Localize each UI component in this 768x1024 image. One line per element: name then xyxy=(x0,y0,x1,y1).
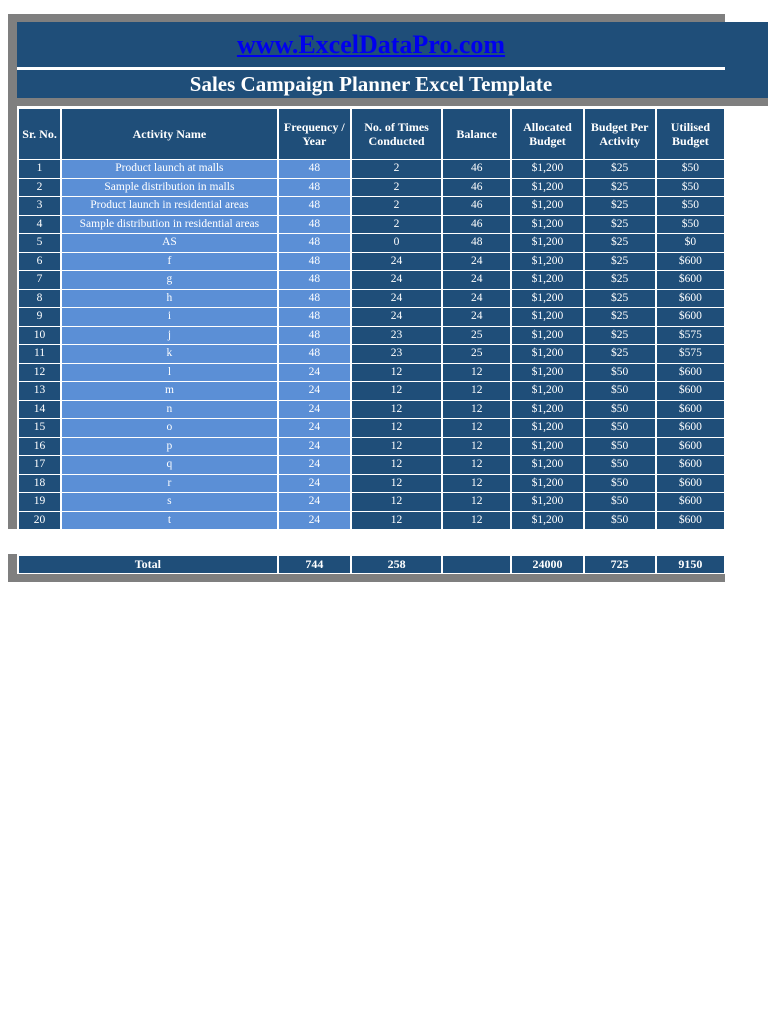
allocated-budget-cell[interactable]: $1,200 xyxy=(512,234,582,252)
frequency-cell[interactable]: 24 xyxy=(279,456,350,474)
table-row xyxy=(19,271,724,289)
activity-name-cell[interactable]: l xyxy=(62,364,277,382)
utilised-budget-cell[interactable]: $50 xyxy=(657,160,724,178)
frequency-cell[interactable]: 24 xyxy=(279,475,350,493)
times-conducted-cell[interactable]: 23 xyxy=(352,327,441,345)
table-header-row xyxy=(19,109,724,159)
activity-name-cell[interactable]: f xyxy=(62,253,277,271)
sr-no-cell[interactable]: 12 xyxy=(19,364,60,382)
activity-name-cell[interactable]: Sample distribution in residential areas xyxy=(62,216,277,234)
utilised-budget-cell[interactable]: $600 xyxy=(657,512,724,530)
table-row xyxy=(19,438,724,456)
sr-no-cell[interactable]: 2 xyxy=(19,179,60,197)
balance-cell[interactable]: 24 xyxy=(443,290,510,308)
utilised-budget-cell[interactable]: $600 xyxy=(657,271,724,289)
balance-cell[interactable]: 25 xyxy=(443,345,510,363)
utilised-budget-cell[interactable]: $600 xyxy=(657,382,724,400)
times-conducted-cell[interactable]: 12 xyxy=(352,456,441,474)
frequency-cell[interactable]: 48 xyxy=(279,197,350,215)
sr-no-cell[interactable]: 19 xyxy=(19,493,60,511)
site-url-link[interactable]: www.ExcelDataPro.com xyxy=(236,30,506,59)
utilised-budget-cell[interactable]: $600 xyxy=(657,475,724,493)
utilised-budget-cell[interactable]: $0 xyxy=(657,234,724,252)
frame-left-border xyxy=(8,14,17,529)
frequency-cell[interactable]: 48 xyxy=(279,216,350,234)
times-conducted-cell[interactable]: 12 xyxy=(352,419,441,437)
sr-no-cell[interactable]: 9 xyxy=(19,308,60,326)
times-conducted-cell[interactable]: 12 xyxy=(352,493,441,511)
allocated-budget-cell[interactable]: $1,200 xyxy=(512,438,582,456)
col-allocated-budget-header: Allocated Budget xyxy=(512,109,582,159)
table-row xyxy=(19,419,724,437)
utilised-budget-cell[interactable]: $50 xyxy=(657,197,724,215)
utilised-budget-cell[interactable]: $50 xyxy=(657,179,724,197)
balance-cell[interactable]: 12 xyxy=(443,438,510,456)
allocated-budget-cell[interactable]: $1,200 xyxy=(512,512,582,530)
balance-cell[interactable]: 12 xyxy=(443,512,510,530)
frequency-cell[interactable]: 48 xyxy=(279,308,350,326)
times-conducted-cell[interactable]: 24 xyxy=(352,253,441,271)
balance-cell[interactable]: 46 xyxy=(443,197,510,215)
budget-per-activity-cell[interactable]: $25 xyxy=(585,216,655,234)
times-conducted-cell[interactable]: 12 xyxy=(352,475,441,493)
sr-no-cell[interactable]: 5 xyxy=(19,234,60,252)
activity-name-cell[interactable]: n xyxy=(62,401,277,419)
table-row xyxy=(19,216,724,234)
total-allocated[interactable]: 24000 xyxy=(512,556,582,573)
total-conducted[interactable]: 258 xyxy=(352,556,441,573)
allocated-budget-cell[interactable]: $1,200 xyxy=(512,401,582,419)
utilised-budget-cell[interactable]: $600 xyxy=(657,308,724,326)
budget-per-activity-cell[interactable]: $50 xyxy=(585,493,655,511)
budget-per-activity-cell[interactable]: $50 xyxy=(585,419,655,437)
header-right-block xyxy=(725,22,768,98)
activity-name-cell[interactable]: j xyxy=(62,327,277,345)
balance-cell[interactable]: 12 xyxy=(443,493,510,511)
budget-per-activity-cell[interactable]: $25 xyxy=(585,345,655,363)
activity-name-cell[interactable]: g xyxy=(62,271,277,289)
frequency-cell[interactable]: 24 xyxy=(279,382,350,400)
activity-name-cell[interactable]: r xyxy=(62,475,277,493)
col-balance-header: Balance xyxy=(443,109,510,159)
total-balance[interactable] xyxy=(443,556,510,573)
activity-name-cell[interactable]: Sample distribution in malls xyxy=(62,179,277,197)
balance-cell[interactable]: 12 xyxy=(443,364,510,382)
budget-per-activity-cell[interactable]: $25 xyxy=(585,290,655,308)
budget-per-activity-cell[interactable]: $25 xyxy=(585,179,655,197)
allocated-budget-cell[interactable]: $1,200 xyxy=(512,160,582,178)
budget-per-activity-cell[interactable]: $50 xyxy=(585,401,655,419)
utilised-budget-cell[interactable]: $600 xyxy=(657,493,724,511)
activity-name-cell[interactable]: k xyxy=(62,345,277,363)
budget-per-activity-cell[interactable]: $25 xyxy=(585,234,655,252)
allocated-budget-cell[interactable]: $1,200 xyxy=(512,290,582,308)
balance-cell[interactable]: 48 xyxy=(443,234,510,252)
activity-name-cell[interactable]: h xyxy=(62,290,277,308)
activity-name-cell[interactable]: p xyxy=(62,438,277,456)
allocated-budget-cell[interactable]: $1,200 xyxy=(512,382,582,400)
utilised-budget-cell[interactable]: $600 xyxy=(657,364,724,382)
table-row xyxy=(19,382,724,400)
balance-cell[interactable]: 46 xyxy=(443,216,510,234)
allocated-budget-cell[interactable]: $1,200 xyxy=(512,271,582,289)
col-utilised-budget-header: Utilised Budget xyxy=(657,109,724,159)
allocated-budget-cell[interactable]: $1,200 xyxy=(512,253,582,271)
sr-no-cell[interactable]: 8 xyxy=(19,290,60,308)
activity-name-cell[interactable]: t xyxy=(62,512,277,530)
activity-name-cell[interactable]: i xyxy=(62,308,277,326)
times-conducted-cell[interactable]: 2 xyxy=(352,160,441,178)
allocated-budget-cell[interactable]: $1,200 xyxy=(512,419,582,437)
col-activity-name-header: Activity Name xyxy=(62,109,277,159)
frequency-cell[interactable]: 24 xyxy=(279,493,350,511)
budget-per-activity-cell[interactable]: $25 xyxy=(585,327,655,345)
sr-no-cell[interactable]: 10 xyxy=(19,327,60,345)
times-conducted-cell[interactable]: 24 xyxy=(352,290,441,308)
utilised-budget-cell[interactable]: $600 xyxy=(657,438,724,456)
activity-name-cell[interactable]: o xyxy=(62,419,277,437)
sheet-title: Sales Campaign Planner Excel Template xyxy=(17,70,725,98)
frequency-cell[interactable]: 48 xyxy=(279,290,350,308)
times-conducted-cell[interactable]: 12 xyxy=(352,438,441,456)
times-conducted-cell[interactable]: 2 xyxy=(352,179,441,197)
title-divider xyxy=(17,98,725,106)
total-label: Total xyxy=(19,556,277,573)
allocated-budget-cell[interactable]: $1,200 xyxy=(512,327,582,345)
utilised-budget-cell[interactable]: $575 xyxy=(657,327,724,345)
frequency-cell[interactable]: 48 xyxy=(279,160,350,178)
col-times-conducted-header: No. of Times Conducted xyxy=(352,109,441,159)
table-row xyxy=(19,401,724,419)
allocated-budget-cell[interactable]: $1,200 xyxy=(512,216,582,234)
sr-no-cell[interactable]: 6 xyxy=(19,253,60,271)
table-row xyxy=(19,160,724,178)
table-row xyxy=(19,179,724,197)
budget-per-activity-cell[interactable]: $50 xyxy=(585,512,655,530)
balance-cell[interactable]: 25 xyxy=(443,327,510,345)
allocated-budget-cell[interactable]: $1,200 xyxy=(512,475,582,493)
table-row xyxy=(19,327,724,345)
table-row xyxy=(19,290,724,308)
sr-no-cell[interactable]: 20 xyxy=(19,512,60,530)
frequency-cell[interactable]: 48 xyxy=(279,234,350,252)
activity-name-cell[interactable]: m xyxy=(62,382,277,400)
times-conducted-cell[interactable]: 24 xyxy=(352,308,441,326)
totals-table xyxy=(17,556,726,573)
sr-no-cell[interactable]: 7 xyxy=(19,271,60,289)
sr-no-cell[interactable]: 17 xyxy=(19,456,60,474)
total-utilised[interactable]: 9150 xyxy=(657,556,724,573)
utilised-budget-cell[interactable]: $600 xyxy=(657,290,724,308)
table-row xyxy=(19,197,724,215)
balance-cell[interactable]: 24 xyxy=(443,308,510,326)
times-conducted-cell[interactable]: 12 xyxy=(352,401,441,419)
balance-cell[interactable]: 12 xyxy=(443,419,510,437)
times-conducted-cell[interactable]: 2 xyxy=(352,216,441,234)
col-sr-no-header: Sr. No. xyxy=(19,109,60,159)
activity-name-cell[interactable]: Product launch at malls xyxy=(62,160,277,178)
frequency-cell[interactable]: 24 xyxy=(279,401,350,419)
balance-cell[interactable]: 46 xyxy=(443,179,510,197)
times-conducted-cell[interactable]: 23 xyxy=(352,345,441,363)
table-row xyxy=(19,364,724,382)
budget-per-activity-cell[interactable]: $50 xyxy=(585,438,655,456)
allocated-budget-cell[interactable]: $1,200 xyxy=(512,179,582,197)
site-url-banner xyxy=(17,22,725,67)
table-row xyxy=(19,308,724,326)
frequency-cell[interactable]: 24 xyxy=(279,364,350,382)
allocated-budget-cell[interactable]: $1,200 xyxy=(512,308,582,326)
frequency-cell[interactable]: 48 xyxy=(279,345,350,363)
col-budget-per-activity-header: Budget Per Activity xyxy=(585,109,655,159)
frequency-cell[interactable]: 24 xyxy=(279,512,350,530)
budget-per-activity-cell[interactable]: $50 xyxy=(585,382,655,400)
sr-no-cell[interactable]: 18 xyxy=(19,475,60,493)
campaign-table xyxy=(17,108,726,530)
budget-per-activity-cell[interactable]: $50 xyxy=(585,456,655,474)
allocated-budget-cell[interactable]: $1,200 xyxy=(512,345,582,363)
budget-per-activity-cell[interactable]: $25 xyxy=(585,197,655,215)
sr-no-cell[interactable]: 14 xyxy=(19,401,60,419)
frame-top-border xyxy=(8,14,725,22)
frequency-cell[interactable]: 24 xyxy=(279,419,350,437)
table-row xyxy=(19,234,724,252)
budget-per-activity-cell[interactable]: $50 xyxy=(585,475,655,493)
sr-no-cell[interactable]: 1 xyxy=(19,160,60,178)
balance-cell[interactable]: 24 xyxy=(443,271,510,289)
col-frequency-header: Frequency / Year xyxy=(279,109,350,159)
balance-cell[interactable]: 24 xyxy=(443,253,510,271)
budget-per-activity-cell[interactable]: $25 xyxy=(585,271,655,289)
activity-name-cell[interactable]: Product launch in residential areas xyxy=(62,197,277,215)
utilised-budget-cell[interactable]: $600 xyxy=(657,401,724,419)
total-bottom-border xyxy=(8,574,725,582)
balance-cell[interactable]: 12 xyxy=(443,456,510,474)
totals-row xyxy=(19,556,724,573)
times-conducted-cell[interactable]: 12 xyxy=(352,364,441,382)
utilised-budget-cell[interactable]: $575 xyxy=(657,345,724,363)
frequency-cell[interactable]: 24 xyxy=(279,438,350,456)
sr-no-cell[interactable]: 15 xyxy=(19,419,60,437)
budget-per-activity-cell[interactable]: $25 xyxy=(585,308,655,326)
activity-name-cell[interactable]: AS xyxy=(62,234,277,252)
budget-per-activity-cell[interactable]: $25 xyxy=(585,160,655,178)
budget-per-activity-cell[interactable]: $50 xyxy=(585,364,655,382)
table-row xyxy=(19,456,724,474)
sr-no-cell[interactable]: 13 xyxy=(19,382,60,400)
sr-no-cell[interactable]: 11 xyxy=(19,345,60,363)
times-conducted-cell[interactable]: 0 xyxy=(352,234,441,252)
times-conducted-cell[interactable]: 24 xyxy=(352,271,441,289)
allocated-budget-cell[interactable]: $1,200 xyxy=(512,493,582,511)
balance-cell[interactable]: 12 xyxy=(443,475,510,493)
frequency-cell[interactable]: 48 xyxy=(279,253,350,271)
utilised-budget-cell[interactable]: $50 xyxy=(657,216,724,234)
activity-name-cell[interactable]: s xyxy=(62,493,277,511)
balance-cell[interactable]: 12 xyxy=(443,401,510,419)
sr-no-cell[interactable]: 3 xyxy=(19,197,60,215)
table-row xyxy=(19,493,724,511)
balance-cell[interactable]: 12 xyxy=(443,382,510,400)
allocated-budget-cell[interactable]: $1,200 xyxy=(512,197,582,215)
table-row xyxy=(19,475,724,493)
total-frequency[interactable]: 744 xyxy=(279,556,350,573)
allocated-budget-cell[interactable]: $1,200 xyxy=(512,456,582,474)
budget-per-activity-cell[interactable]: $25 xyxy=(585,253,655,271)
utilised-budget-cell[interactable]: $600 xyxy=(657,253,724,271)
sr-no-cell[interactable]: 16 xyxy=(19,438,60,456)
frequency-cell[interactable]: 48 xyxy=(279,327,350,345)
allocated-budget-cell[interactable]: $1,200 xyxy=(512,364,582,382)
table-row xyxy=(19,253,724,271)
times-conducted-cell[interactable]: 12 xyxy=(352,512,441,530)
utilised-budget-cell[interactable]: $600 xyxy=(657,456,724,474)
table-row xyxy=(19,512,724,530)
times-conducted-cell[interactable]: 2 xyxy=(352,197,441,215)
total-per-activity[interactable]: 725 xyxy=(585,556,655,573)
frequency-cell[interactable]: 48 xyxy=(279,179,350,197)
times-conducted-cell[interactable]: 12 xyxy=(352,382,441,400)
header-right-shadow xyxy=(725,98,768,106)
table-row xyxy=(19,345,724,363)
frequency-cell[interactable]: 48 xyxy=(279,271,350,289)
balance-cell[interactable]: 46 xyxy=(443,160,510,178)
utilised-budget-cell[interactable]: $600 xyxy=(657,419,724,437)
sr-no-cell[interactable]: 4 xyxy=(19,216,60,234)
activity-name-cell[interactable]: q xyxy=(62,456,277,474)
